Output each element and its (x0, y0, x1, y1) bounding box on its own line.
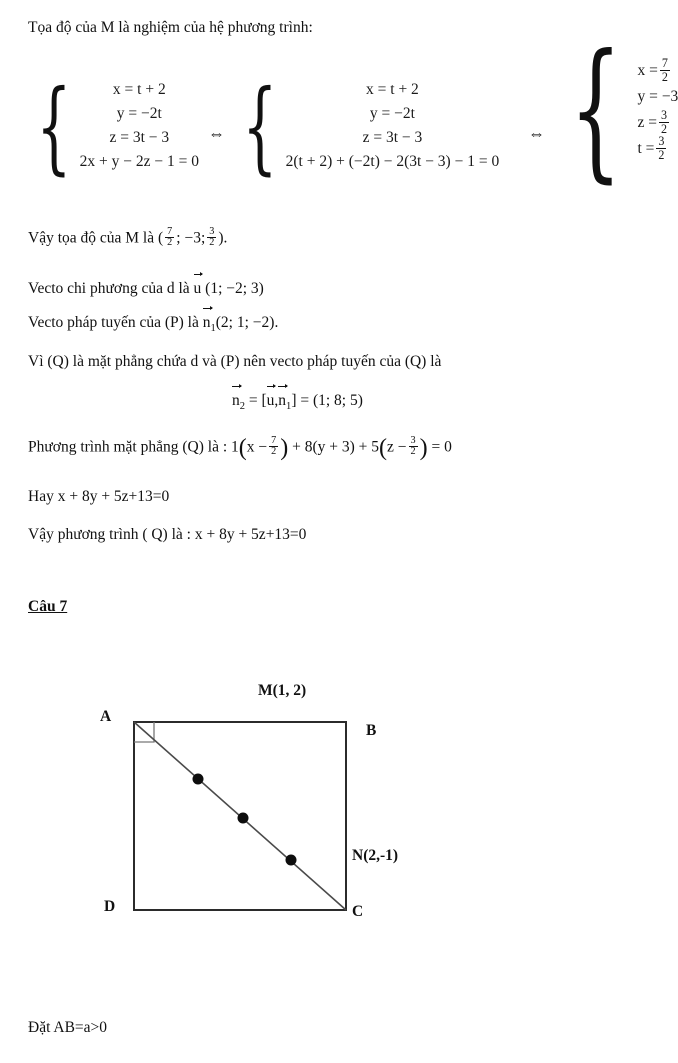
equation-left-4: 2x + y − 2z − 1 = 0 (79, 153, 199, 171)
hay-line: Hay x + 8y + 5z+13=0 (28, 488, 170, 505)
equation-right-3-fraction (659, 109, 669, 134)
equation-right-4 (637, 136, 668, 162)
open-paren-2: ( (379, 435, 388, 462)
vector-n2-symbol: n (232, 392, 240, 409)
right-brace-icon: { (569, 22, 622, 197)
plane-eq-fraction-2 (409, 436, 418, 457)
coord-M-prefix: Vậy tọa độ của M là ( (28, 229, 164, 247)
diagonal-point (286, 855, 297, 866)
vector-u-symbol: u (193, 280, 202, 297)
equation-middle-1: x = t + 2 (366, 81, 419, 98)
denominator: 2 (167, 237, 173, 249)
direction-vector-text: Vecto chi phương của d là (28, 280, 190, 297)
normal-vector-P-coords: (2; 1; −2). (215, 314, 279, 331)
n2-equation-line (232, 390, 363, 413)
equation-system-left (22, 67, 199, 185)
equation-right-2-lhs: y = (637, 87, 658, 105)
equation-system-middle (228, 67, 500, 185)
equation-middle-4: 2(t + 2) + (−2t) − 2(3t − 3) − 1 = 0 (285, 153, 500, 171)
vertex-label-a: A (100, 708, 112, 725)
equation-left-1: x = t + 2 (112, 81, 166, 98)
plane-eq-mid: + 8(y + 3) + 5 (292, 438, 380, 456)
numerator: 7 (271, 435, 277, 446)
reason-Q-line: Vì (Q) là mặt phẳng chứa d và (P) nên vecto pháp tuyến của (Q) là (28, 353, 442, 370)
vector-n1-symbol-2: n (278, 392, 287, 409)
normal-vector-P-text: Vecto pháp tuyến của (P) là (28, 314, 199, 331)
diagonal-point (193, 774, 204, 785)
equation-left-2: y = −2t (116, 105, 162, 123)
n2-close: ] = (1; 8; 5) (291, 392, 363, 409)
vertex-label-d: D (104, 898, 116, 915)
plane-eq-prefix: Phương trình mặt phẳng (Q) là : 1 (28, 438, 239, 456)
open-paren-1: ( (238, 435, 247, 462)
direction-vector-coords: (1; −2; 3) (205, 280, 264, 297)
equation-middle-3: z = 3t − 3 (362, 129, 423, 147)
vector-u-symbol-2: u (266, 392, 275, 409)
n2-comma: , (274, 392, 279, 409)
plane-equation-line (28, 435, 452, 462)
equivalence-symbol-2: ⇔ (528, 124, 545, 143)
middle-brace-icon: { (242, 67, 278, 185)
equation-right-3 (637, 110, 671, 136)
equation-right-2-value: −3 (661, 87, 678, 105)
equation-right-4-fraction (656, 135, 666, 160)
denominator: 2 (410, 446, 416, 458)
denominator: 2 (271, 446, 277, 458)
plane-eq-fraction-1 (269, 436, 278, 457)
equation-middle-2: y = −2t (369, 105, 415, 123)
close-paren-2: ) (419, 435, 428, 462)
equivalence-symbol-1: ⇔ (208, 124, 225, 143)
final-equation-line: Vậy phương trình ( Q) là : x + 8y + 5z+13=0 (28, 526, 307, 543)
equation-right-1-lhs: x = (637, 61, 658, 79)
equation-right-3-lhs: z = (637, 113, 657, 131)
coord-M-fraction-1 (165, 227, 174, 248)
equation-right-2 (637, 84, 678, 110)
coord-M-mid: ; −3; (176, 229, 206, 247)
coordinates-of-M-line (28, 228, 227, 249)
numerator: 3 (410, 435, 416, 446)
vector-n1-subscript-2: 1 (286, 401, 292, 413)
denominator: 2 (658, 147, 665, 162)
numerator: 7 (661, 56, 668, 71)
equation-right-4-lhs: t = (637, 139, 655, 157)
numerator: 3 (209, 226, 215, 237)
vertex-label-b: B (366, 722, 377, 739)
equation-left-3: z = 3t − 3 (109, 129, 170, 147)
equation-list-left (80, 78, 199, 174)
equation-list-middle (286, 78, 500, 174)
direction-vector-line (28, 278, 264, 298)
numerator: 3 (658, 134, 665, 149)
numerator: 3 (660, 108, 667, 123)
vector-n2-subscript: 2 (239, 401, 246, 413)
n2-equals: = [ (248, 392, 267, 409)
equation-system-right (548, 22, 678, 197)
vector-n1-subscript: 1 (210, 323, 216, 335)
vector-n1-symbol: n (202, 314, 211, 331)
coord-M-fraction-2 (207, 227, 216, 248)
plane-eq-p2-z: z − (387, 438, 407, 456)
equation-right-1-fraction (660, 57, 670, 82)
normal-vector-P-line (28, 312, 278, 335)
plane-eq-end: = 0 (431, 438, 452, 456)
left-brace-icon: { (36, 67, 72, 185)
equation-right-1 (637, 58, 671, 84)
equation-list-right (637, 58, 678, 162)
numerator: 7 (167, 226, 173, 237)
square-diagram-svg (0, 660, 660, 940)
point-label-n: N(2,-1) (352, 847, 399, 864)
denominator: 2 (209, 237, 215, 249)
intro-line: Tọa độ của M là nghiệm của hệ phương trình: (28, 19, 313, 36)
denominator: 2 (660, 121, 667, 136)
section-heading-cau-7: Câu 7 (28, 598, 68, 615)
dat-ab-line: Đặt AB=a>0 (28, 1019, 108, 1036)
denominator: 2 (661, 69, 668, 84)
vertex-label-c: C (352, 903, 364, 920)
plane-eq-p1-x: x − (246, 438, 268, 456)
close-paren-1: ) (280, 435, 289, 462)
geometry-figure (0, 660, 660, 940)
diagonal-point (238, 813, 249, 824)
coord-M-suffix: ). (218, 229, 228, 247)
point-label-m: M(1, 2) (258, 682, 307, 699)
